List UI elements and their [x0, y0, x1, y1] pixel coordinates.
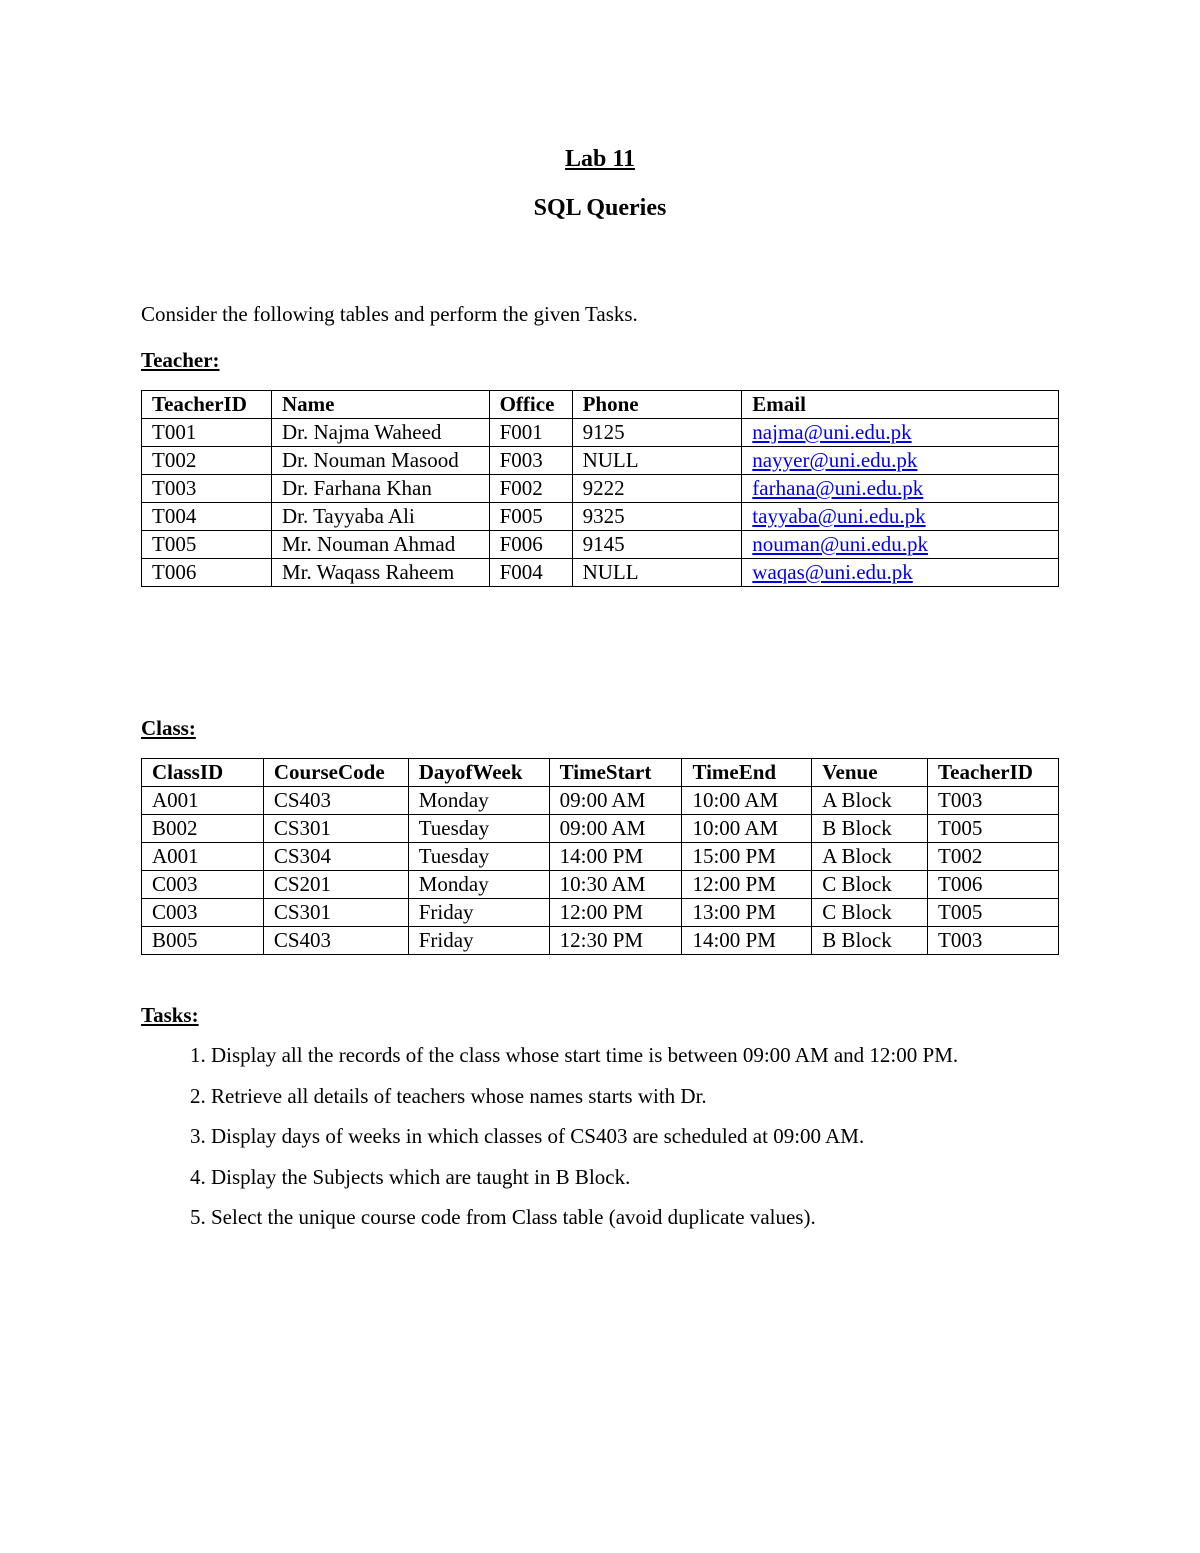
class-header-cell: DayofWeek	[408, 759, 549, 787]
time-start-cell: 12:00 PM	[549, 899, 682, 927]
tasks-list	[141, 1042, 1141, 1245]
teacher-id-cell: T003	[928, 927, 1059, 955]
teacher-name-cell: Mr. Nouman Ahmad	[271, 531, 489, 559]
time-start-cell: 12:30 PM	[549, 927, 682, 955]
teacher-email-cell	[742, 419, 1059, 447]
teacher-header-cell: Name	[271, 391, 489, 419]
day-of-week-cell: Monday	[408, 787, 549, 815]
table-row	[142, 503, 1059, 531]
course-code-cell: CS304	[263, 843, 408, 871]
table-row	[142, 559, 1059, 587]
class-header-cell: Venue	[812, 759, 928, 787]
teacher-table	[141, 390, 1059, 587]
time-end-cell: 14:00 PM	[682, 927, 812, 955]
table-row	[142, 447, 1059, 475]
teacher-email-cell	[742, 559, 1059, 587]
email-link[interactable]: waqas@uni.edu.pk	[752, 560, 913, 584]
teacher-office-cell: F004	[489, 559, 572, 587]
course-code-cell: CS403	[263, 927, 408, 955]
email-link[interactable]: nouman@uni.edu.pk	[752, 532, 928, 556]
task-item: 3. Display days of weeks in which classes of CS403 are scheduled at 09:00 AM.	[211, 1123, 1141, 1149]
class-label: Class:	[141, 716, 196, 740]
course-code-cell: CS301	[263, 815, 408, 843]
teacher-phone-cell: 9145	[572, 531, 742, 559]
time-start-cell: 14:00 PM	[549, 843, 682, 871]
teacher-id-cell: T006	[928, 871, 1059, 899]
teacher-office-cell: F002	[489, 475, 572, 503]
page-subtitle: SQL Queries	[533, 195, 667, 221]
table-row	[142, 419, 1059, 447]
teacher-id-cell: T006	[142, 559, 272, 587]
day-of-week-cell: Tuesday	[408, 843, 549, 871]
time-start-cell: 09:00 AM	[549, 787, 682, 815]
teacher-header-cell: Phone	[572, 391, 742, 419]
teacher-email-cell	[742, 447, 1059, 475]
class-header-cell: ClassID	[142, 759, 264, 787]
venue-cell: B Block	[812, 927, 928, 955]
course-code-cell: CS201	[263, 871, 408, 899]
venue-cell: B Block	[812, 815, 928, 843]
tasks-label: Tasks:	[141, 1003, 199, 1027]
teacher-id-cell: T002	[142, 447, 272, 475]
class-id-cell: B005	[142, 927, 264, 955]
teacher-id-cell: T002	[928, 843, 1059, 871]
teacher-email-cell	[742, 475, 1059, 503]
class-header-cell: TeacherID	[928, 759, 1059, 787]
teacher-id-cell: T004	[142, 503, 272, 531]
day-of-week-cell: Friday	[408, 927, 549, 955]
class-id-cell: A001	[142, 787, 264, 815]
table-row	[142, 843, 1059, 871]
page-title: Lab 11	[564, 146, 636, 172]
teacher-name-cell: Dr. Nouman Masood	[271, 447, 489, 475]
email-link[interactable]: farhana@uni.edu.pk	[752, 476, 924, 500]
task-item: 2. Retrieve all details of teachers whose names starts with Dr.	[211, 1083, 1141, 1109]
email-link[interactable]: tayyaba@uni.edu.pk	[752, 504, 926, 528]
teacher-phone-cell: 9125	[572, 419, 742, 447]
venue-cell: A Block	[812, 843, 928, 871]
task-item: 1. Display all the records of the class whose start time is between 09:00 AM and 12:00 PM.	[211, 1042, 1141, 1068]
teacher-email-cell	[742, 503, 1059, 531]
class-id-cell: C003	[142, 871, 264, 899]
class-header-cell: CourseCode	[263, 759, 408, 787]
task-item: 5. Select the unique course code from Class table (avoid duplicate values).	[211, 1204, 1141, 1230]
time-start-cell: 10:30 AM	[549, 871, 682, 899]
class-id-cell: C003	[142, 899, 264, 927]
time-end-cell: 10:00 AM	[682, 787, 812, 815]
teacher-id-cell: T001	[142, 419, 272, 447]
day-of-week-cell: Tuesday	[408, 815, 549, 843]
teacher-office-cell: F001	[489, 419, 572, 447]
time-end-cell: 12:00 PM	[682, 871, 812, 899]
venue-cell: C Block	[812, 871, 928, 899]
teacher-office-cell: F003	[489, 447, 572, 475]
teacher-phone-cell: NULL	[572, 559, 742, 587]
teacher-id-cell: T003	[928, 787, 1059, 815]
teacher-name-cell: Dr. Najma Waheed	[271, 419, 489, 447]
time-start-cell: 09:00 AM	[549, 815, 682, 843]
table-row	[142, 787, 1059, 815]
teacher-id-cell: T005	[928, 815, 1059, 843]
teacher-id-cell: T003	[142, 475, 272, 503]
time-end-cell: 13:00 PM	[682, 899, 812, 927]
course-code-cell: CS301	[263, 899, 408, 927]
table-row	[142, 899, 1059, 927]
teacher-header-cell: TeacherID	[142, 391, 272, 419]
teacher-header-cell: Office	[489, 391, 572, 419]
email-link[interactable]: najma@uni.edu.pk	[752, 420, 912, 444]
teacher-name-cell: Dr. Tayyaba Ali	[271, 503, 489, 531]
venue-cell: A Block	[812, 787, 928, 815]
teacher-name-cell: Mr. Waqass Raheem	[271, 559, 489, 587]
day-of-week-cell: Monday	[408, 871, 549, 899]
time-end-cell: 10:00 AM	[682, 815, 812, 843]
teacher-office-cell: F005	[489, 503, 572, 531]
table-row	[142, 475, 1059, 503]
teacher-phone-cell: 9222	[572, 475, 742, 503]
class-header-row	[142, 759, 1059, 787]
table-row	[142, 871, 1059, 899]
teacher-header-cell: Email	[742, 391, 1059, 419]
course-code-cell: CS403	[263, 787, 408, 815]
class-id-cell: B002	[142, 815, 264, 843]
teacher-phone-cell: NULL	[572, 447, 742, 475]
class-header-cell: TimeEnd	[682, 759, 812, 787]
intro-text: Consider the following tables and perform the given Tasks.	[141, 302, 638, 326]
teacher-label: Teacher:	[141, 348, 220, 372]
teacher-email-cell	[742, 531, 1059, 559]
day-of-week-cell: Friday	[408, 899, 549, 927]
task-item: 4. Display the Subjects which are taught in B Block.	[211, 1164, 1141, 1190]
teacher-phone-cell: 9325	[572, 503, 742, 531]
email-link[interactable]: nayyer@uni.edu.pk	[752, 448, 918, 472]
class-header-cell: TimeStart	[549, 759, 682, 787]
venue-cell: C Block	[812, 899, 928, 927]
teacher-name-cell: Dr. Farhana Khan	[271, 475, 489, 503]
class-table	[141, 758, 1059, 955]
teacher-id-cell: T005	[928, 899, 1059, 927]
table-row	[142, 531, 1059, 559]
teacher-office-cell: F006	[489, 531, 572, 559]
table-row	[142, 927, 1059, 955]
class-id-cell: A001	[142, 843, 264, 871]
teacher-header-row	[142, 391, 1059, 419]
time-end-cell: 15:00 PM	[682, 843, 812, 871]
teacher-id-cell: T005	[142, 531, 272, 559]
table-row	[142, 815, 1059, 843]
